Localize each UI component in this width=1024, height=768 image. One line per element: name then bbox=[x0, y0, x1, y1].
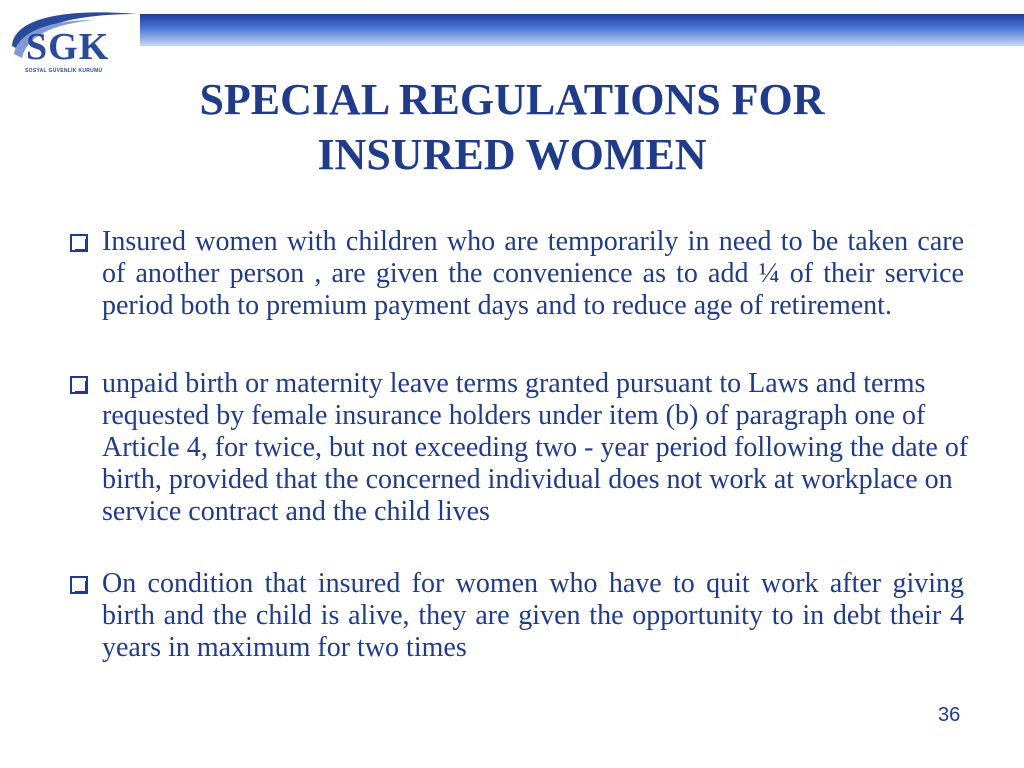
header-accent-bar bbox=[140, 14, 1024, 46]
bullet-item bbox=[66, 568, 964, 664]
sgk-logo bbox=[4, 6, 142, 78]
checkbox-bullet-icon bbox=[70, 234, 88, 252]
page-number: 36 bbox=[938, 704, 961, 726]
bullet-list bbox=[66, 226, 969, 664]
bullet-text: Insured women with children who are temporarily in need to be taken care of another person , are given the convenience as to add ¼ of their service period both to premium payment days and to reduce age of retirement. bbox=[102, 226, 964, 321]
slide-title: SPECIAL REGULATIONS FOR INSURED WOMEN bbox=[199, 75, 825, 179]
bullet-item bbox=[66, 226, 964, 322]
checkbox-bullet-icon bbox=[70, 576, 88, 594]
logo-text: SGK bbox=[26, 26, 110, 68]
bullet-item bbox=[66, 368, 972, 528]
bullet-text: unpaid birth or maternity leave terms granted pursuant to Laws and terms requested by female insurance holders under item (b) of paragraph one of Article 4, for twice, but not exceeding two - year period following the date of birth, provided that the concerned individual does not work at workplace on service contract and the child lives bbox=[102, 368, 969, 527]
logo-subtitle: SOSYAL GÜVENLİK KURUMU bbox=[25, 68, 103, 74]
checkbox-bullet-icon bbox=[70, 376, 88, 394]
bullet-text: On condition that insured for women who have to quit work after giving birth and the child is alive, they are given the opportunity to in debt their 4 years in maximum for two times bbox=[102, 568, 964, 663]
